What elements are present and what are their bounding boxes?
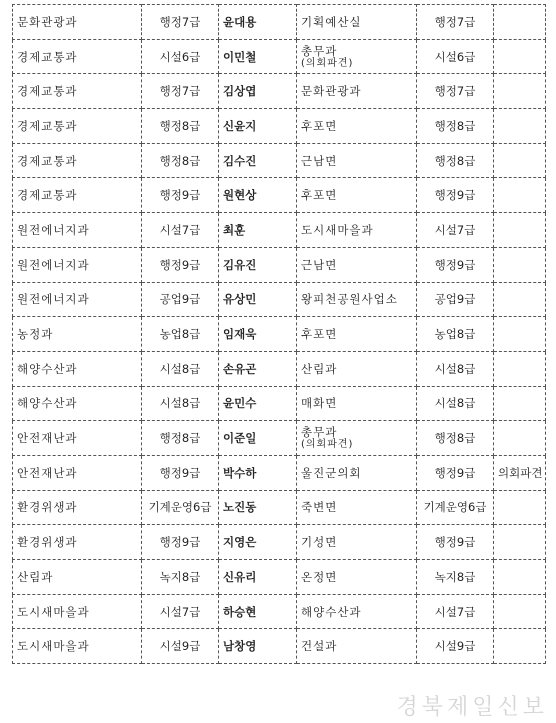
new-grade-cell: 시설7급 — [417, 594, 494, 629]
table-row — [13, 455, 546, 490]
from-department-cell: 경제교통과 — [13, 109, 142, 144]
new-grade-cell: 행정9급 — [417, 455, 494, 490]
name-cell: 남창영 — [219, 629, 297, 664]
table-row — [13, 317, 546, 352]
from-department-cell: 문화관광과 — [13, 5, 142, 40]
new-grade-cell: 시설8급 — [417, 386, 494, 421]
note-cell — [494, 247, 546, 282]
from-department-cell: 안전재난과 — [13, 421, 142, 456]
name-cell: 손유곤 — [219, 351, 297, 386]
name-cell: 노진동 — [219, 490, 297, 525]
table-row — [13, 490, 546, 525]
to-department-cell: 후포면 — [297, 109, 417, 144]
table-row — [13, 178, 546, 213]
to-department-cell: 도시새마을과 — [297, 213, 417, 248]
new-grade-cell: 시설6급 — [417, 39, 494, 74]
table-row — [13, 386, 546, 421]
grade-cell: 시설7급 — [142, 213, 219, 248]
table-row — [13, 282, 546, 317]
grade-cell: 녹지8급 — [142, 560, 219, 595]
table-row — [13, 143, 546, 178]
new-grade-cell: 기계운영6급 — [417, 490, 494, 525]
to-department-cell: 죽변면 — [297, 490, 417, 525]
note-cell — [494, 282, 546, 317]
to-department-cell: 근남면 — [297, 143, 417, 178]
new-grade-cell: 행정8급 — [417, 143, 494, 178]
new-grade-cell: 행정8급 — [417, 421, 494, 456]
name-cell: 신윤지 — [219, 109, 297, 144]
new-grade-cell: 시설9급 — [417, 629, 494, 664]
table-row — [13, 213, 546, 248]
note-cell: 의회파견 — [494, 455, 546, 490]
grade-cell: 시설8급 — [142, 351, 219, 386]
to-department-cell: 문화관광과 — [297, 74, 417, 109]
grade-cell: 행정8급 — [142, 143, 219, 178]
new-grade-cell: 행정9급 — [417, 525, 494, 560]
note-cell — [494, 421, 546, 456]
note-cell — [494, 386, 546, 421]
to-department-cell: 기획예산실 — [297, 5, 417, 40]
name-cell: 윤민수 — [219, 386, 297, 421]
name-cell: 윤대용 — [219, 5, 297, 40]
newspaper-watermark: 경북제일신보 — [396, 695, 548, 720]
from-department-cell: 도시새마을과 — [13, 594, 142, 629]
grade-cell: 행정7급 — [142, 74, 219, 109]
note-cell — [494, 629, 546, 664]
grade-cell: 시설8급 — [142, 386, 219, 421]
to-department-cell: 산림과 — [297, 351, 417, 386]
note-cell — [494, 317, 546, 352]
from-department-cell: 원전에너지과 — [13, 213, 142, 248]
grade-cell: 행정9급 — [142, 525, 219, 560]
note-cell — [494, 109, 546, 144]
to-department-cell: 울진군의회 — [297, 455, 417, 490]
new-grade-cell: 행정9급 — [417, 247, 494, 282]
new-grade-cell: 행정7급 — [417, 5, 494, 40]
to-department-cell: 근남면 — [297, 247, 417, 282]
table-row — [13, 351, 546, 386]
table-row — [13, 629, 546, 664]
name-cell: 이준일 — [219, 421, 297, 456]
from-department-cell: 환경위생과 — [13, 490, 142, 525]
new-grade-cell: 공업9급 — [417, 282, 494, 317]
note-cell — [494, 560, 546, 595]
name-cell: 신유리 — [219, 560, 297, 595]
to-department-cell: 왕피천공원사업소 — [297, 282, 417, 317]
new-grade-cell: 시설8급 — [417, 351, 494, 386]
name-cell: 김수진 — [219, 143, 297, 178]
new-grade-cell: 행정7급 — [417, 74, 494, 109]
table-row — [13, 421, 546, 456]
from-department-cell: 경제교통과 — [13, 143, 142, 178]
name-cell: 하승현 — [219, 594, 297, 629]
from-department-cell: 해양수산과 — [13, 386, 142, 421]
table-row — [13, 109, 546, 144]
grade-cell: 행정7급 — [142, 5, 219, 40]
name-cell: 최훈 — [219, 213, 297, 248]
new-grade-cell: 농업8급 — [417, 317, 494, 352]
table-row — [13, 525, 546, 560]
note-cell — [494, 525, 546, 560]
note-cell — [494, 178, 546, 213]
from-department-cell: 원전에너지과 — [13, 247, 142, 282]
personnel-table — [12, 4, 546, 664]
new-grade-cell: 행정8급 — [417, 109, 494, 144]
name-cell: 원현상 — [219, 178, 297, 213]
note-cell — [494, 594, 546, 629]
name-cell: 김유진 — [219, 247, 297, 282]
grade-cell: 시설9급 — [142, 629, 219, 664]
to-department-label: 총무과 — [301, 43, 338, 58]
grade-cell: 농업8급 — [142, 317, 219, 352]
name-cell: 이민철 — [219, 39, 297, 74]
from-department-cell: 산림과 — [13, 560, 142, 595]
name-cell: 유상민 — [219, 282, 297, 317]
table-row — [13, 594, 546, 629]
to-department-cell: 건설과 — [297, 629, 417, 664]
name-cell: 임재욱 — [219, 317, 297, 352]
table-row — [13, 560, 546, 595]
from-department-cell: 원전에너지과 — [13, 282, 142, 317]
to-department-cell: 기성면 — [297, 525, 417, 560]
grade-cell: 시설6급 — [142, 39, 219, 74]
note-cell — [494, 5, 546, 40]
grade-cell: 행정8급 — [142, 421, 219, 456]
note-cell — [494, 490, 546, 525]
to-department-cell — [297, 39, 417, 74]
note-cell — [494, 143, 546, 178]
to-department-cell — [297, 421, 417, 456]
name-cell: 김상엽 — [219, 74, 297, 109]
to-department-cell: 매화면 — [297, 386, 417, 421]
grade-cell: 행정9급 — [142, 178, 219, 213]
from-department-cell: 경제교통과 — [13, 74, 142, 109]
table-row — [13, 74, 546, 109]
grade-cell: 행정9급 — [142, 455, 219, 490]
grade-cell: 행정8급 — [142, 109, 219, 144]
from-department-cell: 경제교통과 — [13, 39, 142, 74]
to-department-label: 총무과 — [301, 425, 338, 440]
from-department-cell: 안전재난과 — [13, 455, 142, 490]
table-row — [13, 5, 546, 40]
grade-cell: 공업9급 — [142, 282, 219, 317]
to-department-cell: 해양수산과 — [297, 594, 417, 629]
note-cell — [494, 39, 546, 74]
grade-cell: 시설7급 — [142, 594, 219, 629]
new-grade-cell: 행정9급 — [417, 178, 494, 213]
name-cell: 박수하 — [219, 455, 297, 490]
from-department-cell: 농정과 — [13, 317, 142, 352]
to-department-cell: 온정면 — [297, 560, 417, 595]
table-row — [13, 39, 546, 74]
new-grade-cell: 시설7급 — [417, 213, 494, 248]
from-department-cell: 환경위생과 — [13, 525, 142, 560]
from-department-cell: 해양수산과 — [13, 351, 142, 386]
dispatch-note: (의회파견) — [301, 57, 354, 69]
to-department-cell: 후포면 — [297, 317, 417, 352]
note-cell — [494, 74, 546, 109]
dispatch-note: (의회파견) — [301, 439, 354, 451]
grade-cell: 행정9급 — [142, 247, 219, 282]
note-cell — [494, 213, 546, 248]
from-department-cell: 경제교통과 — [13, 178, 142, 213]
grade-cell: 기계운영6급 — [142, 490, 219, 525]
new-grade-cell: 녹지8급 — [417, 560, 494, 595]
from-department-cell: 도시새마을과 — [13, 629, 142, 664]
table-row — [13, 247, 546, 282]
to-department-cell: 후포면 — [297, 178, 417, 213]
name-cell: 지영은 — [219, 525, 297, 560]
note-cell — [494, 351, 546, 386]
personnel-table-body — [13, 5, 546, 664]
